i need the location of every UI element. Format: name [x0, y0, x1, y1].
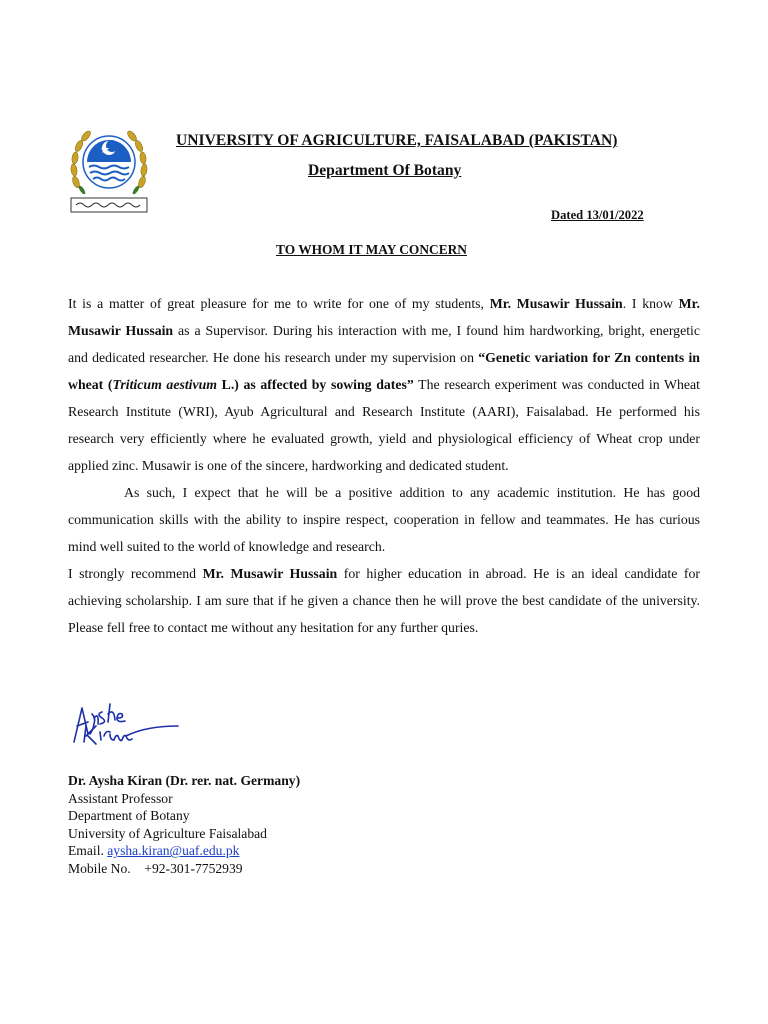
university-crest-icon	[68, 120, 150, 216]
signatory-institution: University of Agriculture Faisalabad	[68, 825, 267, 841]
paragraph-2: As such, I expect that he will be a positive addition to any academic institution. He has good communication skills with the ability to inspire respect, cooperation in fellow and teammates. He has curious mind well suited to the world of knowledge and research.	[68, 485, 700, 554]
student-name: Mr. Musawir Hussain	[68, 296, 700, 338]
signatory-title: Assistant Professor	[68, 790, 173, 806]
email-line: Email. aysha.kiran@uaf.edu.pk	[68, 843, 240, 859]
student-name: Mr. Musawir Hussain	[202, 566, 338, 581]
letter-date: Dated 13/01/2022	[551, 208, 644, 222]
signatory-block	[68, 772, 300, 878]
salutation-heading: TO WHOM IT MAY CONCERN	[276, 242, 467, 257]
university-name: UNIVERSITY OF AGRICULTURE, FAISALABAD (PAKISTAN)	[176, 132, 618, 149]
research-title: “Genetic variation for Zn contents in wheat (Triticum aestivum L.) as affected by sowing dates”	[68, 350, 700, 392]
department-heading: Department Of Botany	[308, 162, 462, 179]
signatory-department: Department of Botany	[68, 808, 190, 824]
paragraph-3: I strongly recommend Mr. Musawir Hussain for higher education in abroad. He is an ideal candidate for achieving scholarship. I am sure that if he given a chance then he will prove the best candidate of the university. Please fell free to contact me without any hesitation for any further quries.	[68, 566, 700, 635]
mobile-line: Mobile No. +92-301-7752939	[68, 860, 243, 876]
email-link[interactable]: aysha.kiran@uaf.edu.pk	[107, 843, 240, 859]
signatory-name: Dr. Aysha Kiran (Dr. rer. nat. Germany)	[68, 773, 301, 788]
letter-body	[68, 290, 700, 641]
paragraph-1: It is a matter of great pleasure for me to write for one of my students, Mr. Musawir Hussain. I know Mr. Musawir Hussain as a Supervisor. During his interaction with me, I found him hardworking, bright, energetic and dedicated researcher. He done his research under my supervision on “Genetic variation for Zn contents in wheat (Triticum aestivum L.) as affected by sowing dates” The research experiment was conducted in Wheat Research Institute (WRI), Ayub Agricultural and Research Institute (AARI), Faisalabad. He performed his research very efficiently where he evaluated growth, yield and physiological efficiency of Wheat crop under applied zinc. Musawir is one of the sincere, hardworking and dedicated student.	[68, 296, 700, 473]
handwritten-signature	[66, 690, 186, 750]
mobile-number: +92-301-7752939	[144, 860, 243, 876]
student-name: Mr. Musawir Hussain	[489, 296, 623, 311]
